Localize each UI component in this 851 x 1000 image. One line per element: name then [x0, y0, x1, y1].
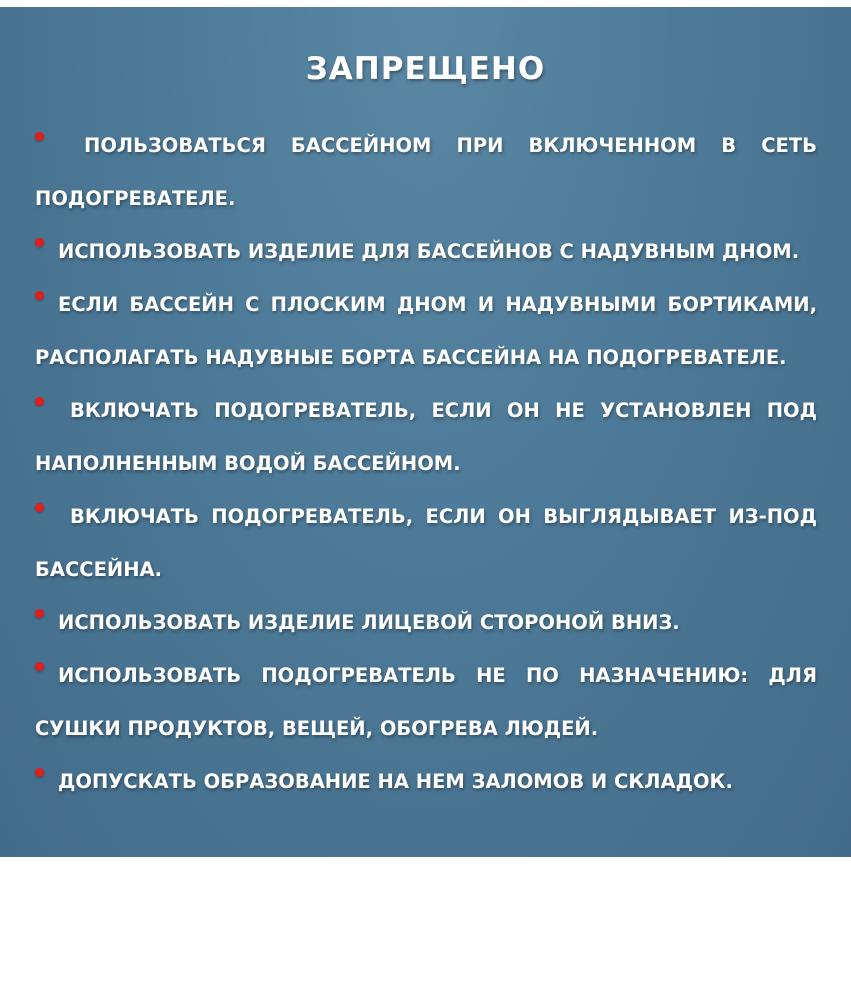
- list-item: ИСПОЛЬЗОВАТЬ ИЗДЕЛИЕ ЛИЦЕВОЙ СТОРОНОЙ ВНИЗ.: [35, 596, 817, 649]
- warning-card: [0, 7, 851, 857]
- list-item: ВКЛЮЧАТЬ ПОДОГРЕВАТЕЛЬ, ЕСЛИ ОН ВЫГЛЯДЫВАЕТ ИЗ-ПОД БАССЕЙНА.: [35, 505, 817, 581]
- bullet-icon: [35, 238, 44, 247]
- bullet-icon: [35, 609, 44, 618]
- bullet-icon: [35, 397, 44, 406]
- list-item: ДОПУСКАТЬ ОБРАЗОВАНИЕ НА НЕМ ЗАЛОМОВ И СКЛАДОК.: [35, 755, 817, 808]
- bullet-icon: [35, 132, 44, 141]
- list-item: ИСПОЛЬЗОВАТЬ ПОДОГРЕВАТЕЛЬ НЕ ПО НАЗНАЧЕНИЮ: ДЛЯ СУШКИ ПРОДУКТОВ, ВЕЩЕЙ, ОБОГРЕВА ЛЮДЕЙ.: [35, 664, 817, 740]
- list-item: ЕСЛИ БАССЕЙН С ПЛОСКИМ ДНОМ И НАДУВНЫМИ БОРТИКАМИ, РАСПОЛАГАТЬ НАДУВНЫЕ БОРТА БАССЕЙНА НА ПОДОГРЕВАТЕЛЕ.: [35, 293, 817, 369]
- list-item: ВКЛЮЧАТЬ ПОДОГРЕВАТЕЛЬ, ЕСЛИ ОН НЕ УСТАНОВЛЕН ПОД НАПОЛНЕННЫМ ВОДОЙ БАССЕЙНОМ.: [35, 399, 817, 475]
- prohibited-list: [35, 119, 817, 808]
- bullet-icon: [35, 291, 44, 300]
- bullet-icon: [35, 503, 44, 512]
- list-item: ПОЛЬЗОВАТЬСЯ БАССЕЙНОМ ПРИ ВКЛЮЧЕННОМ В СЕТЬ ПОДОГРЕВАТЕЛЕ.: [35, 134, 817, 210]
- page-title: ЗАПРЕЩЕНО: [305, 51, 546, 87]
- bullet-icon: [35, 662, 44, 671]
- bullet-icon: [35, 768, 44, 777]
- list-item: ИСПОЛЬЗОВАТЬ ИЗДЕЛИЕ ДЛЯ БАССЕЙНОВ С НАДУВНЫМ ДНОМ.: [35, 225, 817, 278]
